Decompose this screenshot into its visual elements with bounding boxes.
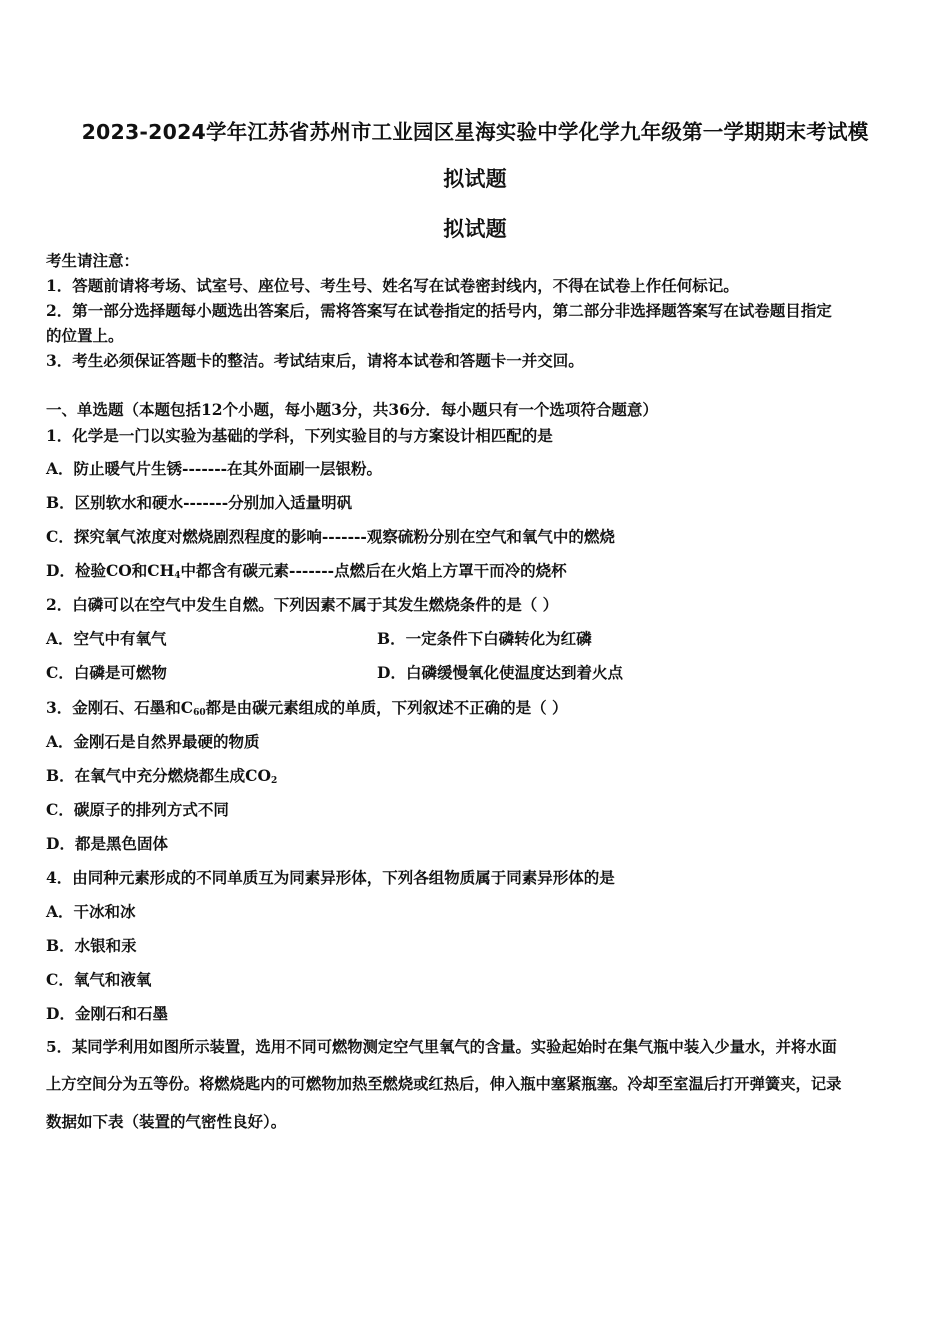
option-d-text-pre: D．检验CO和CH: [46, 561, 175, 580]
question-4-stem: 4．由同种元素形成的不同单质互为同素异形体，下列各组物质属于同素异形体的是: [46, 868, 615, 887]
question-4-option-d: D．金刚石和石墨: [46, 1004, 168, 1023]
question-2-option-c: C．白磷是可燃物: [46, 663, 167, 682]
question-5-line-3: 数据如下表（装置的气密性良好）。: [46, 1112, 287, 1131]
question-1-option-b: B．区别软水和硬水-------分别加入适量明矾: [46, 493, 353, 512]
question-3-option-b: [46, 768, 277, 784]
notice-item-2-line-1: 2．第一部分选择题每小题选出答案后，需将答案写在试卷指定的括号内，第二部分非选择题答案写在试卷题目指定: [46, 301, 832, 320]
document-title-line-2: 拟试题: [443, 167, 507, 191]
question-3-option-a: A．金刚石是自然界最硬的物质: [46, 732, 260, 751]
notice-heading: 考生请注意：: [46, 251, 140, 270]
q3-stem-pre: 3．金刚石、石墨和C: [46, 698, 194, 717]
option-d-text-post: 中都含有碳元素-------点燃后在火焰上方罩干而冷的烧杯: [180, 561, 567, 580]
document-title-line-3: 拟试题: [443, 217, 507, 241]
question-1-option-a: A．防止暖气片生锈-------在其外面刷一层银粉。: [46, 459, 383, 478]
q3-stem-post: 都是由碳元素组成的单质，下列叙述不正确的是（ ）: [205, 698, 568, 717]
option-d-subscript: 4: [174, 571, 181, 581]
notice-item-3: 3．考生必须保证答题卡的整洁。考试结束后，请将本试卷和答题卡一并交回。: [46, 351, 584, 370]
q3-stem-subscript: 60: [193, 708, 206, 718]
question-2-option-d: D．白磷缓慢氧化使温度达到着火点: [377, 663, 623, 682]
question-3-option-c: C．碳原子的排列方式不同: [46, 800, 229, 819]
question-1-option-d: [46, 563, 567, 579]
question-5-line-1: 5．某同学利用如图所示装置，选用不同可燃物测定空气里氧气的含量。实验起始时在集气瓶中装入少量水，并将水面: [46, 1038, 837, 1056]
notice-item-2-line-2: 的位置上。: [46, 326, 124, 345]
notice-item-1: 1．答题前请将考场、试室号、座位号、考生号、姓名写在试卷密封线内，不得在试卷上作任何标记。: [46, 276, 739, 295]
question-3-stem: [46, 700, 568, 716]
question-2-option-a: A．空气中有氧气: [46, 629, 167, 648]
section-1-heading: 一、单选题（本题包括12个小题，每小题3分，共36分．每小题只有一个选项符合题意）: [46, 400, 658, 419]
question-2-option-b: B．一定条件下白磷转化为红磷: [377, 629, 592, 648]
question-1-stem: 1．化学是一门以实验为基础的学科，下列实验目的与方案设计相匹配的是: [46, 426, 553, 445]
question-4-option-a: A．干冰和冰: [46, 902, 136, 921]
question-2-stem: 2．白磷可以在空气中发生自燃。下列因素不属于其发生燃烧条件的是（ ）: [46, 595, 559, 614]
question-3-option-d: D．都是黑色固体: [46, 834, 168, 853]
question-4-option-b: B．水银和汞: [46, 936, 137, 955]
q3-b-subscript: 2: [270, 776, 278, 786]
question-5-line-2: 上方空间分为五等份。将燃烧匙内的可燃物加热至燃烧或红热后，伸入瓶中塞紧瓶塞。冷却至室温后打开弹簧夹，记录: [46, 1075, 842, 1093]
document-title-line-1: 2023-2024学年江苏省苏州市工业园区星海实验中学化学九年级第一学期期末考试模: [81, 120, 869, 144]
question-4-option-c: C．氧气和液氧: [46, 970, 152, 989]
q3-b-pre: B．在氧气中充分燃烧都生成CO: [46, 766, 271, 785]
question-1-option-c: C．探究氧气浓度对燃烧剧烈程度的影响-------观察硫粉分别在空气和氧气中的燃烧: [46, 527, 615, 546]
